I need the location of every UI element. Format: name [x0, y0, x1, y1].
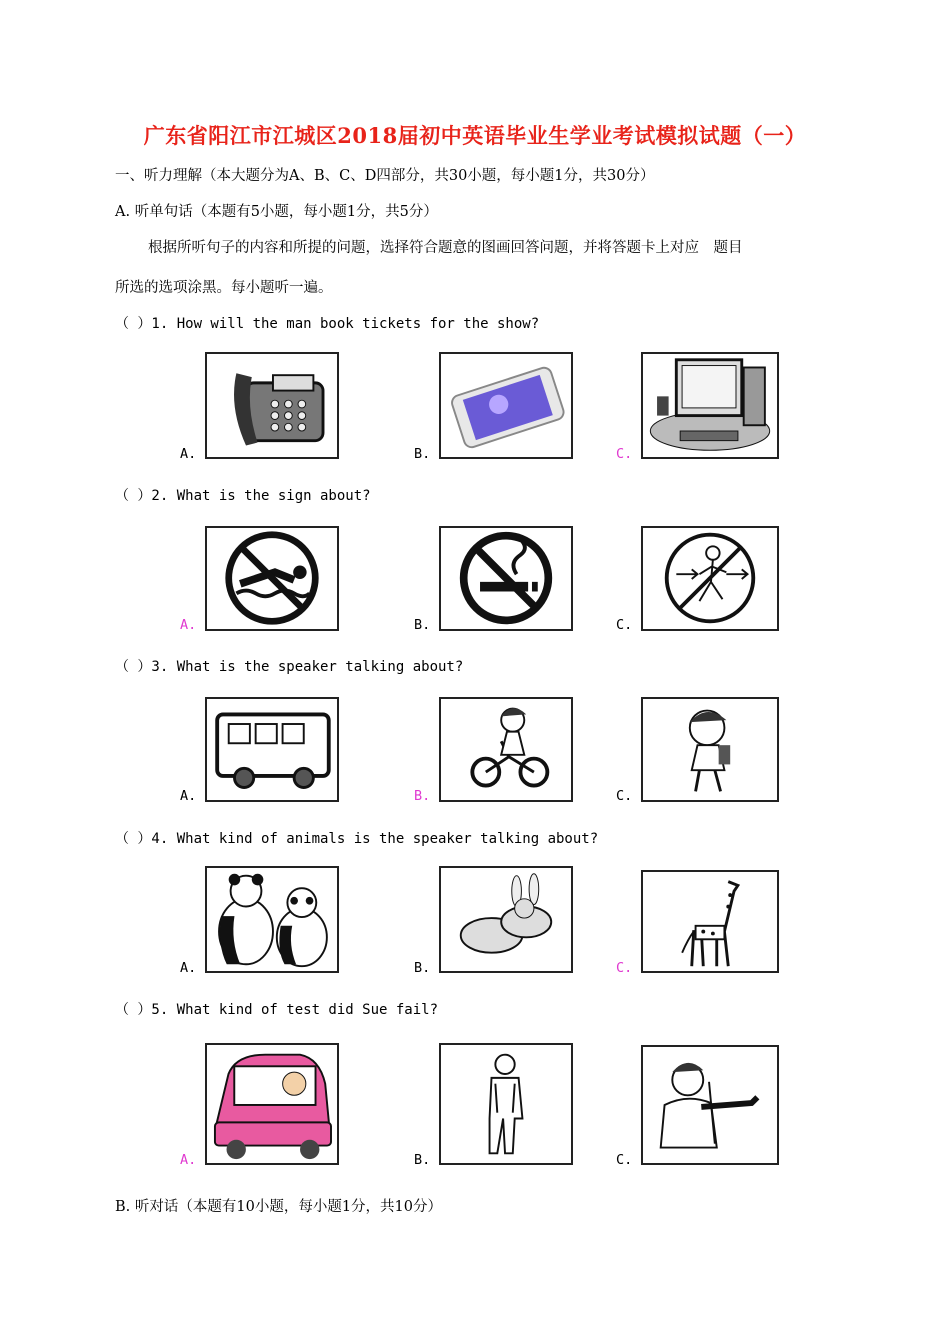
girl-walking-icon: [643, 699, 777, 800]
option-picture[interactable]: [205, 352, 339, 459]
option-label: A.: [180, 446, 197, 462]
pandas-icon: [207, 868, 337, 971]
bus-icon: [207, 699, 337, 800]
option-picture[interactable]: [205, 1043, 339, 1165]
question-stem: （ ）1. How will the man book tickets for the show?: [115, 316, 540, 332]
option-picture[interactable]: [439, 866, 573, 973]
violin-player-icon: [643, 1047, 777, 1163]
option-picture[interactable]: [641, 870, 779, 973]
no-smoking-sign: [441, 528, 571, 629]
option-label: C.: [616, 788, 633, 804]
option-picture[interactable]: [205, 866, 339, 973]
girl-on-bike-icon: [441, 699, 571, 800]
option-label: A.: [180, 788, 197, 804]
section-heading: 一、听力理解（本大题分为A、B、C、D四部分，共30小题，每小题1分，共30分）: [115, 168, 655, 184]
giraffe-icon: [643, 872, 777, 971]
option-label: B.: [414, 617, 431, 633]
option-picture[interactable]: [439, 352, 573, 459]
driving-car-icon: [207, 1045, 337, 1163]
instruction: 根据所听句子的内容和所提的问题，选择符合题意的图画回答问题，并将答题卡上对应 题目: [148, 240, 743, 256]
option-picture[interactable]: [205, 697, 339, 802]
part-b-heading: B. 听对话（本题有10小题，每小题1分，共10分）: [115, 1199, 442, 1215]
option-label: B.: [414, 1152, 431, 1168]
smartphone-icon: [441, 354, 571, 457]
question-stem: （ ）4. What kind of animals is the speaker talking about?: [115, 831, 599, 847]
question-stem: （ ）3. What is the speaker talking about?: [115, 659, 464, 675]
telephone-icon: [207, 354, 337, 457]
option-picture[interactable]: [641, 1045, 779, 1165]
option-picture[interactable]: [641, 526, 779, 631]
page-title: 广东省阳江市江城区2018届初中英语毕业生学业考试模拟试题（一）: [143, 123, 807, 148]
no-swimming-sign: [207, 528, 337, 629]
option-label: A.: [180, 960, 197, 976]
computer-icon: [643, 354, 777, 457]
option-picture[interactable]: [439, 697, 573, 802]
option-label: A.: [180, 617, 197, 633]
no-running-sign: [643, 528, 777, 629]
option-label: C.: [616, 617, 633, 633]
option-label: B.: [414, 446, 431, 462]
part-a-heading: A. 听单句话（本题有5小题，每小题1分，共5分）: [115, 204, 438, 220]
question-stem: （ ）5. What kind of test did Sue fail?: [115, 1002, 439, 1018]
option-picture[interactable]: [439, 526, 573, 631]
option-picture[interactable]: [439, 1043, 573, 1165]
option-label: C.: [616, 960, 633, 976]
question-stem: （ ）2. What is the sign about?: [115, 488, 371, 504]
instruction-cont: 所选的选项涂黑。每小题听一遍。: [115, 280, 333, 296]
option-label: A.: [180, 1152, 197, 1168]
rabbits-icon: [441, 868, 571, 971]
option-label: C.: [616, 1152, 633, 1168]
option-label: C.: [616, 446, 633, 462]
option-label: B.: [414, 960, 431, 976]
option-label: B.: [414, 788, 431, 804]
option-picture[interactable]: [641, 697, 779, 802]
singer-icon: [441, 1045, 571, 1163]
option-picture[interactable]: [641, 352, 779, 459]
option-picture[interactable]: [205, 526, 339, 631]
